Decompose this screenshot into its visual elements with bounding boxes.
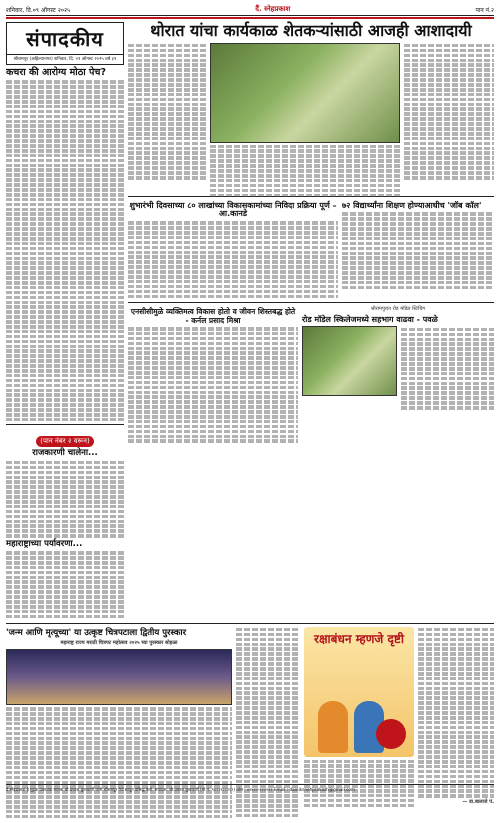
lead-col-1: [128, 43, 206, 193]
story7-headline: रक्षाबंधन म्हणजे दृष्टी: [314, 631, 404, 646]
story5-headline: रोड मॉडेल स्किलेजमध्ये सहभाग वाढवा - पवळे: [302, 314, 438, 324]
header-date: शनिवार, दि.०९ ऑगस्ट २०२५: [6, 6, 71, 14]
footer-imprint: दै.स्नेहप्रकाश हे मुद्रक प्रकाशक मालक श्री.प्रकाश कुलकर्णी यांनी श्रीरामपूर येथे छापून प्रसिद्ध केले. संपादक: श्री.प्रकाश कुलकर्णी (मो.नं. ९४२२२२२२२२) फोन : ०२४२२-२२२२२२ Email : dainiksnehprakash@gmail.com: [6, 784, 494, 792]
masthead: दैं. स्नेहप्रकाश: [255, 5, 291, 13]
story2-headline: शुभारंभी दिवसाच्या ८० लाखांच्या विकासकामांच्या निविदा प्रक्रिया पूर्ण – आ.कानडे: [129, 200, 337, 219]
story3: [342, 200, 494, 300]
box-body: [6, 461, 124, 538]
rakhi-illustration: [304, 627, 414, 757]
story5: [302, 306, 494, 444]
story7-right-text: [418, 627, 494, 823]
story5-photo: [302, 326, 397, 396]
story6-photo: [6, 649, 232, 705]
story3-headline: ७२ विद्यार्थ्यांना शिक्षण होण्याआधीच 'जॉब कॉल': [342, 200, 482, 210]
lead-photo-col: [210, 43, 400, 193]
divider: [6, 424, 124, 425]
story7-left-text: [236, 627, 300, 823]
rakhi-icon: [376, 719, 406, 749]
lead-photo: [210, 43, 400, 143]
story6-headline: 'जन्म आणि मृत्यूच्या' या उत्कृष्ट चित्रपटाला द्वितीय पुरस्कार: [6, 627, 187, 638]
editorial-title: संपादकीय: [26, 27, 104, 51]
sub-body: [6, 551, 124, 618]
story6-subheadline: महाराष्ट्र राज्य मराठी चित्रपट महोत्सव २०२५ च्या पुरस्कार सोहळा: [60, 639, 178, 646]
story2: [128, 200, 338, 300]
editorial-info: श्रीरामपूर (अहिल्यानगर) शनिवार, दि. ०९ ऑगस्ट २०२५ वर्ष ३९: [7, 54, 123, 62]
continuation-badge: (पान नंबर २ वरून): [36, 436, 93, 447]
story4: [128, 306, 298, 444]
lead-headline: थोरात यांचा कार्यकाळ शेतकऱ्यांसाठी आजही आशादायी: [150, 21, 472, 40]
editorial-body: [6, 80, 124, 421]
girl-figure: [318, 701, 348, 753]
main-area: [128, 22, 494, 620]
story7-author: — डा.बालाजे पं.: [462, 799, 494, 806]
story5-kicker: श्रीरामपुरात रोड मॉडेल स्टिचिंग: [370, 306, 426, 313]
page-number: पान नं.२: [475, 6, 494, 14]
header-bar: [6, 4, 494, 16]
sub-headline: महाराष्ट्राच्या पर्यावरणा...: [6, 538, 83, 549]
editorial-column: [6, 22, 124, 620]
header-rule: [6, 17, 494, 19]
editorial-headline: कचरा की आरोग्य मोठा पेच?: [6, 67, 106, 78]
story7: [236, 627, 494, 823]
rakhi-panel: [304, 627, 414, 823]
box-headline: राजकारणी चालेना...: [32, 448, 98, 459]
story4-headline: एनसीसीमुळे व्यक्तिमत्व विकास होतो व जीवन शिस्तबद्ध होते - कर्नल प्रसाद मिश्रा: [130, 307, 296, 325]
editorial-box: [6, 22, 124, 65]
story6: [6, 627, 232, 823]
lead-col-3: [404, 43, 494, 193]
